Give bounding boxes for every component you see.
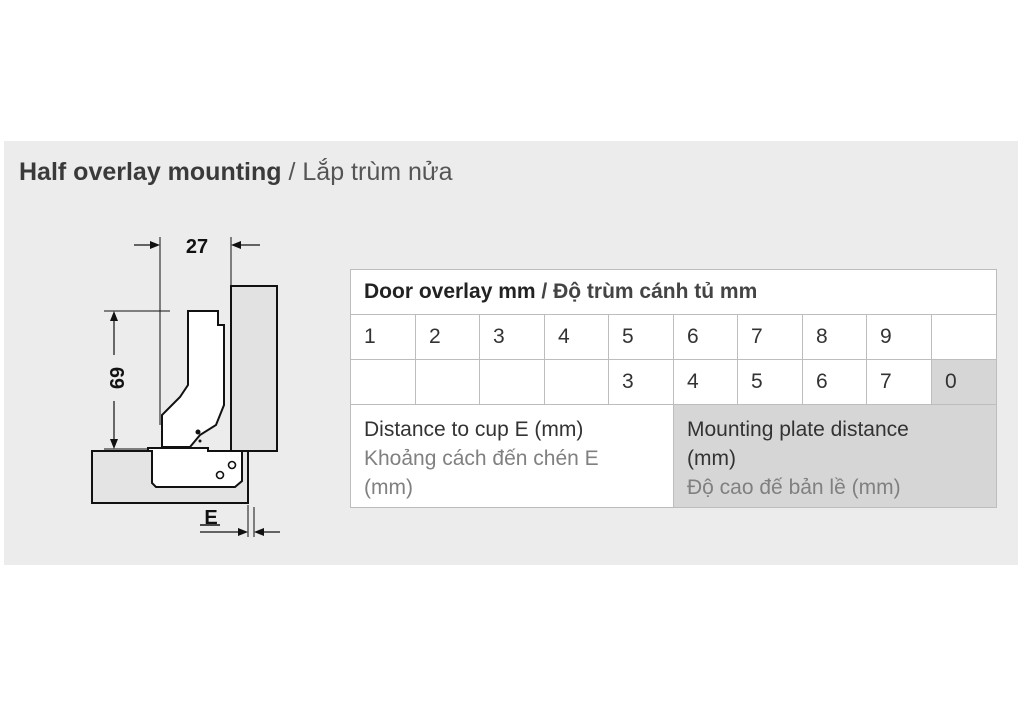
hinge-diagram [90,225,290,545]
cup-cell: 6 [803,360,867,405]
heading-vietnamese: Lắp trùm nửa [302,158,453,186]
dimension-27-label: 27 [185,236,209,258]
cup-cell [351,360,416,405]
heading-separator: / [281,158,303,186]
distance-legend-english: Distance to cup E (mm) [364,418,584,441]
table-title-separator: / [535,280,554,303]
cabinet-side [231,286,277,451]
table-title [351,270,997,315]
section-heading [19,158,453,187]
overlay-cell: 9 [867,315,932,360]
overlay-cell: 2 [416,315,480,360]
cup-cell [416,360,480,405]
plate-legend-english: Mounting plate distance (mm) [687,418,909,470]
plate-legend [674,405,997,508]
overlay-cell: 3 [480,315,545,360]
cup-cell: 5 [738,360,803,405]
table-title-row [351,270,997,315]
overlay-cell: 6 [674,315,738,360]
cup-cell: 7 [867,360,932,405]
hinge-cup [148,448,242,487]
table-title-english: Door overlay mm [364,280,536,303]
overlay-cell: 5 [609,315,674,360]
dimension-e-label: E [204,507,218,529]
plate-cell: 0 [932,360,997,405]
overlay-cell: 8 [803,315,867,360]
overlay-cell: 7 [738,315,803,360]
table-title-vietnamese: Độ trùm cánh tủ mm [553,280,758,303]
overlay-row [351,315,997,360]
distance-legend-vietnamese: Khoảng cách đến chén E (mm) [364,447,599,499]
cup-distance-row [351,360,997,405]
hinge-arm [162,311,224,447]
plate-legend-vietnamese: Độ cao đế bản lề (mm) [687,476,901,499]
distance-legend [351,405,674,508]
cup-cell: 4 [674,360,738,405]
cup-cell: 3 [609,360,674,405]
cup-cell [545,360,609,405]
dimension-69-label: 69 [105,366,127,390]
heading-english: Half overlay mounting [19,158,282,186]
overlay-cell [932,315,997,360]
overlay-table [350,269,997,508]
overlay-cell: 4 [545,315,609,360]
overlay-cell: 1 [351,315,416,360]
legend-row [351,405,997,508]
cup-cell [480,360,545,405]
